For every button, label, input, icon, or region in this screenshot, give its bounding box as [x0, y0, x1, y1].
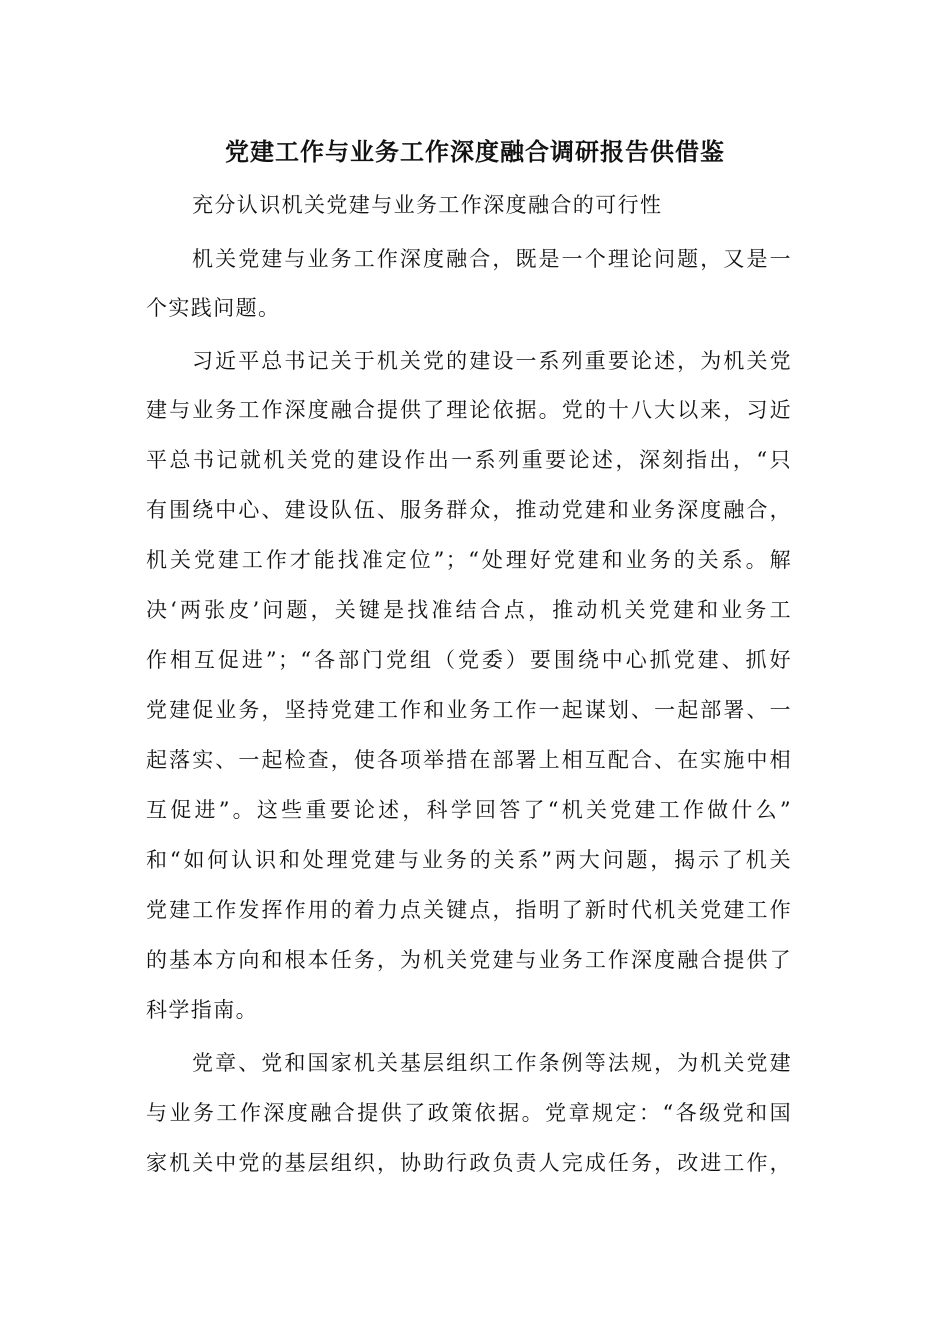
paragraph-line: 互促进”。这些重要论述，科学回答了“机关党建工作做什么”: [146, 798, 792, 822]
paragraph-line: 有围绕中心、建设队伍、服务群众，推动党建和业务深度融合，: [146, 498, 792, 522]
paragraph-line: 作相互促进”；“各部门党组（党委）要围绕中心抓党建、抓好: [146, 648, 792, 672]
paragraph-line: 决‘两张皮’问题，关键是找准结合点，推动机关党建和业务工: [146, 598, 792, 622]
paragraph-line: 平总书记就机关党的建设作出一系列重要论述，深刻指出，“只: [146, 448, 792, 472]
paragraph-line: 建与业务工作深度融合提供了理论依据。党的十八大以来，习近: [146, 398, 792, 422]
paragraph-line: 和“如何认识和处理党建与业务的关系”两大问题，揭示了机关: [146, 848, 792, 872]
paragraph-line: 机关党建工作才能找准定位”；“处理好党建和业务的关系。解: [146, 548, 792, 572]
section-heading: 充分认识机关党建与业务工作深度融合的可行性: [192, 193, 663, 217]
paragraph-line: 机关党建与业务工作深度融合，既是一个理论问题，又是一: [192, 247, 792, 271]
paragraph-line: 的基本方向和根本任务，为机关党建与业务工作深度融合提供了: [146, 948, 792, 972]
paragraph-line: 家机关中党的基层组织，协助行政负责人完成任务，改进工作，: [146, 1151, 792, 1175]
paragraph-line: 党建工作发挥作用的着力点关键点，指明了新时代机关党建工作: [146, 898, 792, 922]
paragraph-line: 党建促业务，坚持党建工作和业务工作一起谋划、一起部署、一: [146, 698, 792, 722]
paragraph-line: 与业务工作深度融合提供了政策依据。党章规定：“各级党和国: [146, 1101, 792, 1125]
paragraph-line: 个实践问题。: [146, 296, 281, 320]
paragraph-line: 党章、党和国家机关基层组织工作条例等法规，为机关党建: [192, 1051, 792, 1075]
paragraph-line: 科学指南。: [146, 998, 258, 1022]
document-title: 党建工作与业务工作深度融合调研报告供借鉴: [225, 138, 725, 166]
paragraph-line: 习近平总书记关于机关党的建设一系列重要论述，为机关党: [192, 349, 792, 373]
paragraph-line: 起落实、一起检查，使各项举措在部署上相互配合、在实施中相: [146, 748, 792, 772]
